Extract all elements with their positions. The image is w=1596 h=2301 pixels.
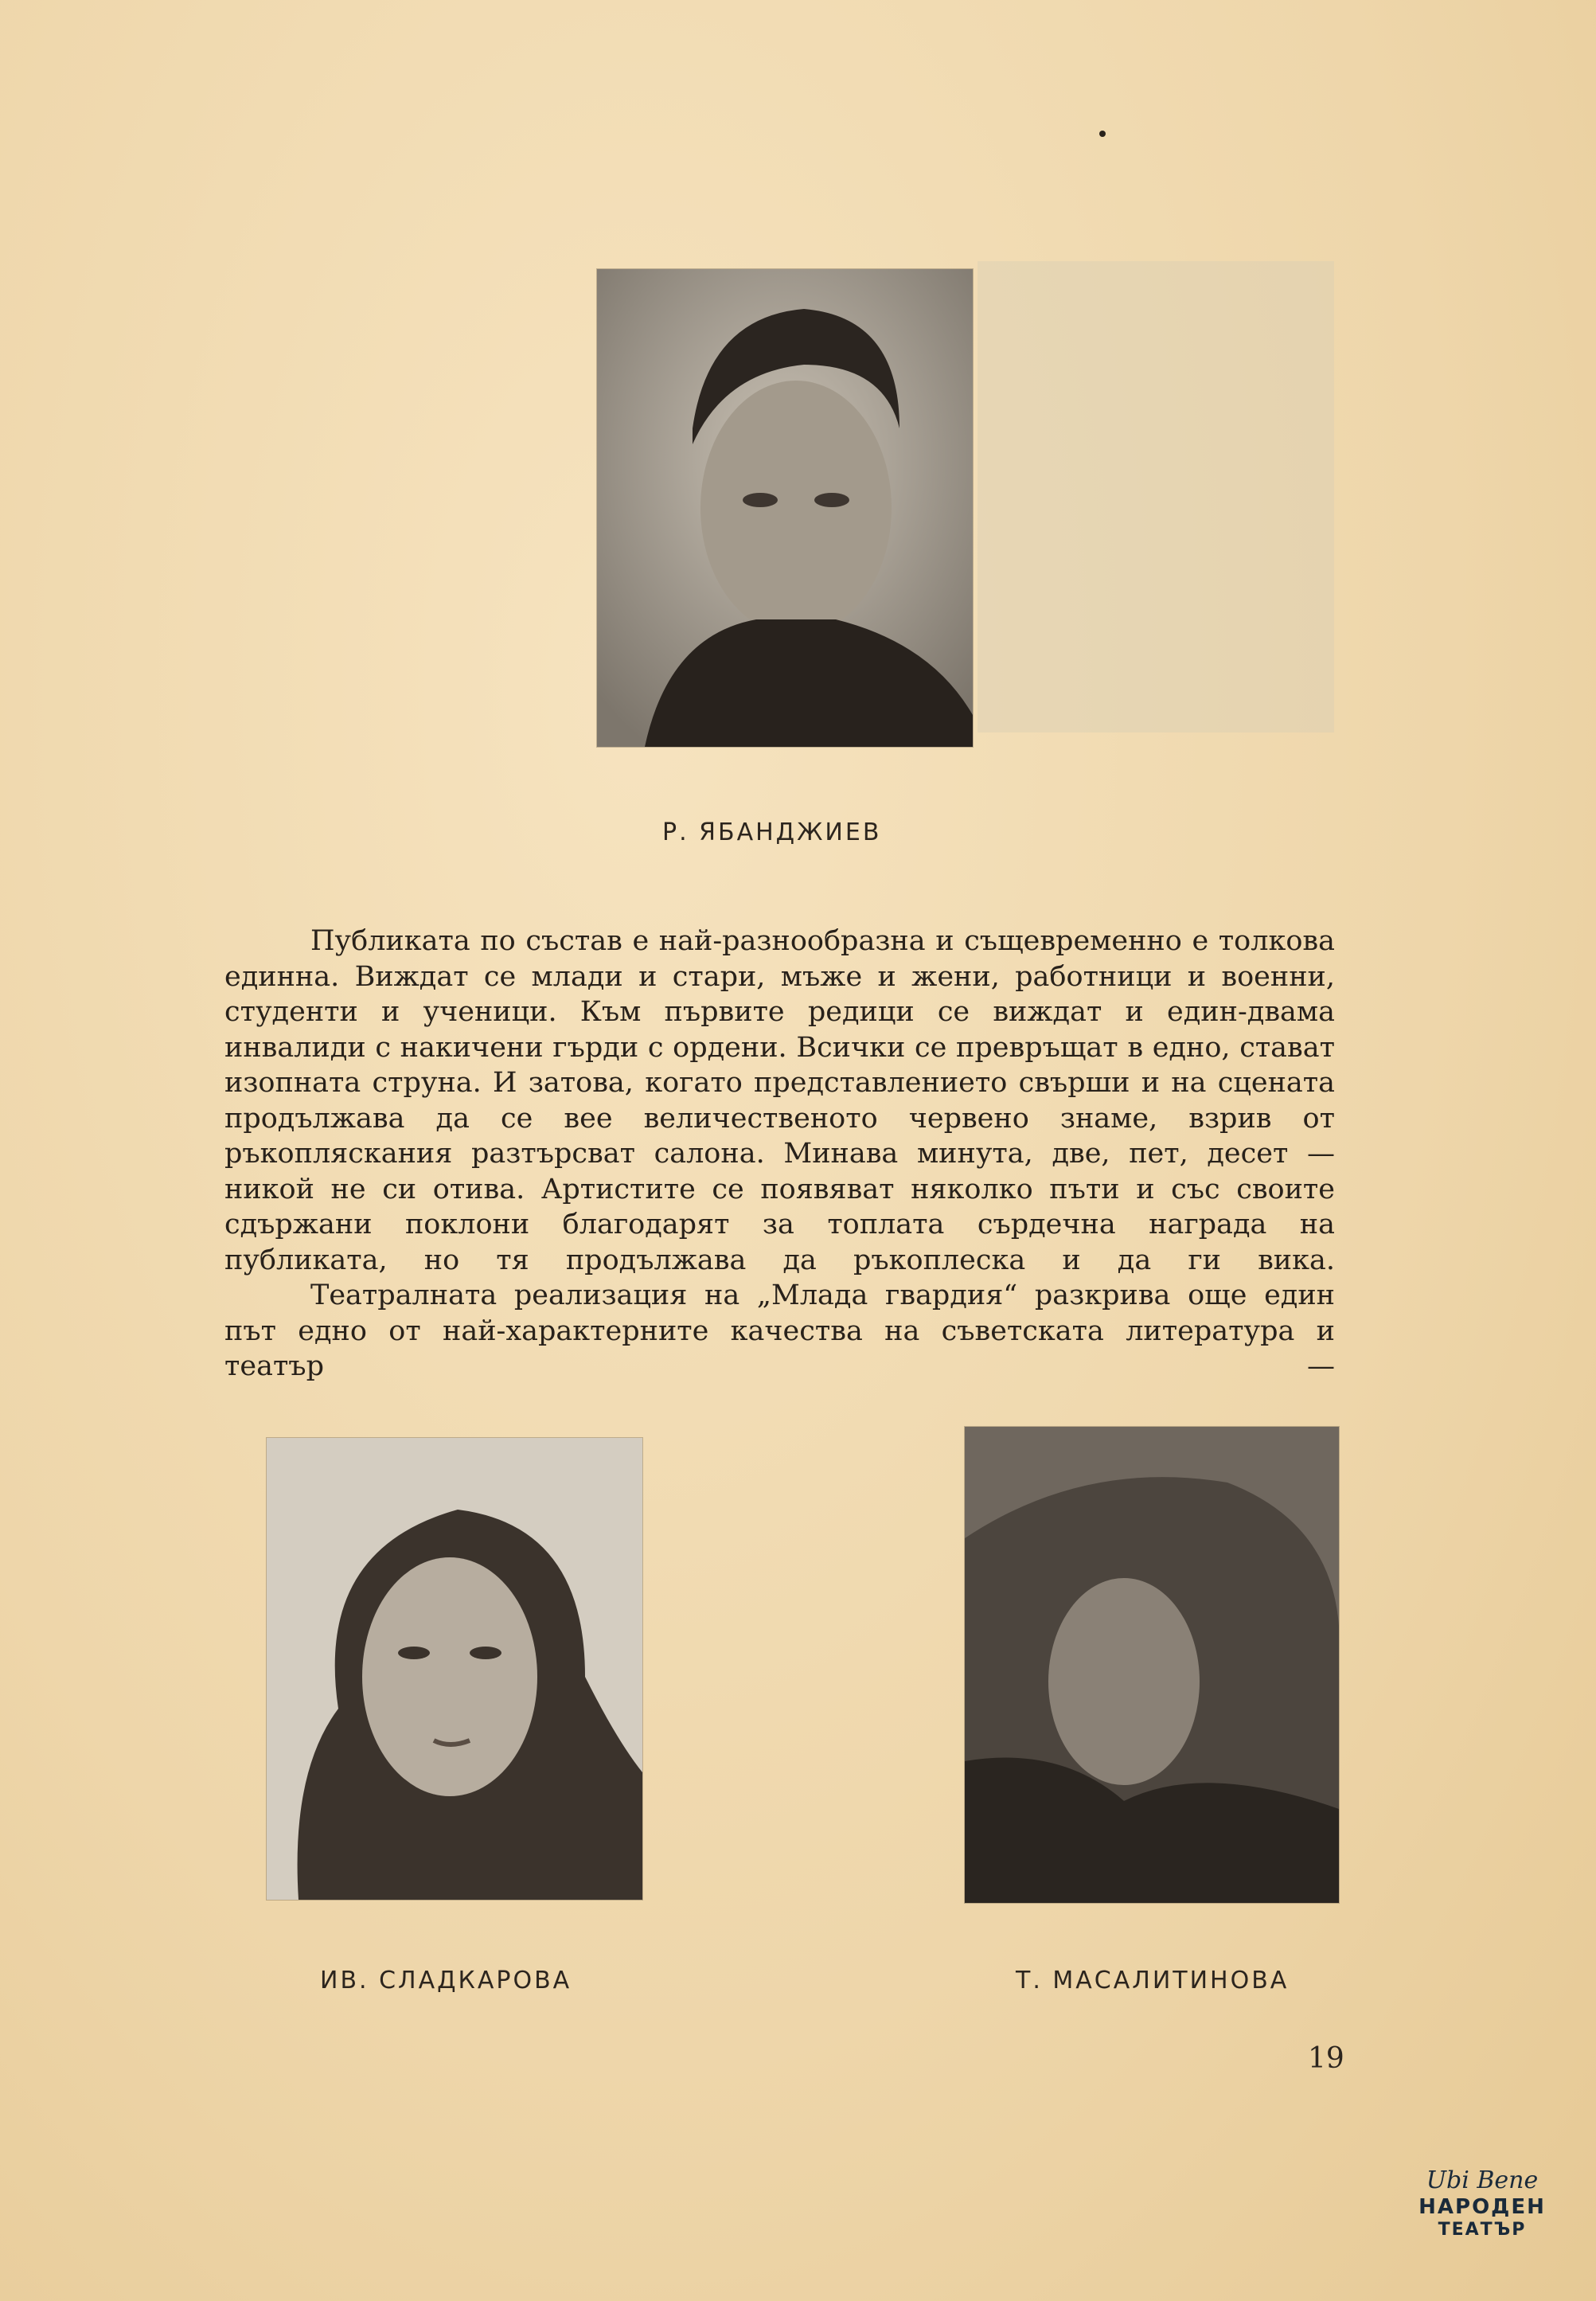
ink-speck: [1099, 131, 1106, 137]
caption-sladkarova: ИВ. СЛАДКАРОВА: [320, 1967, 572, 1994]
logo-line-2: ТЕАТЪР: [1438, 2220, 1527, 2240]
portrait-photo-masalitinova: [965, 1427, 1339, 1903]
portrait-photo-yabandzhiev: [597, 269, 973, 747]
bleed-through-ghost-photo: [978, 261, 1334, 732]
page-number: 19: [1308, 2042, 1344, 2075]
logo-line-1: НАРОДЕН: [1418, 2195, 1546, 2219]
caption-yabandzhiev: Р. ЯБАНДЖИЕВ: [662, 818, 882, 846]
paragraph-2: Театралната реализация на „Млада гвардия“ разкрива още един път едно от най-характерните качества на съветската литература и театър —: [224, 1279, 1335, 1382]
caption-masalitinova: Т. МАСАЛИТИНОВА: [1016, 1967, 1290, 1994]
paragraph-1: Публиката по състав е най-разнообразна и същевременно е толкова единна. Виждат се млади и стари, мъже и жени, работници и военни, студенти и ученици. Към първите редици се виждат и един-двама инвалиди с накичени гърди с ордени. Всички се превръщат в едно, стават изопната струна. И затова, когато представлението свърши и на сцената продължава да се вее величественото червено знаме, взрив от ръкопляскания разтърсват салона. Минава минута, две, пет, десет — никой не си отива. Артистите се появяват няколко пъти и със своите сдържани поклони благодарят за топлата сърдечна награда на публиката, но тя продължава да ръкоплеска и да ги вика.: [224, 925, 1335, 1276]
portrait-photo-sladkarova: [267, 1438, 642, 1900]
body-text: [224, 924, 1335, 1385]
logo-signature: Ubi Bene: [1426, 2166, 1539, 2194]
national-theatre-logo: [1418, 2167, 1546, 2261]
